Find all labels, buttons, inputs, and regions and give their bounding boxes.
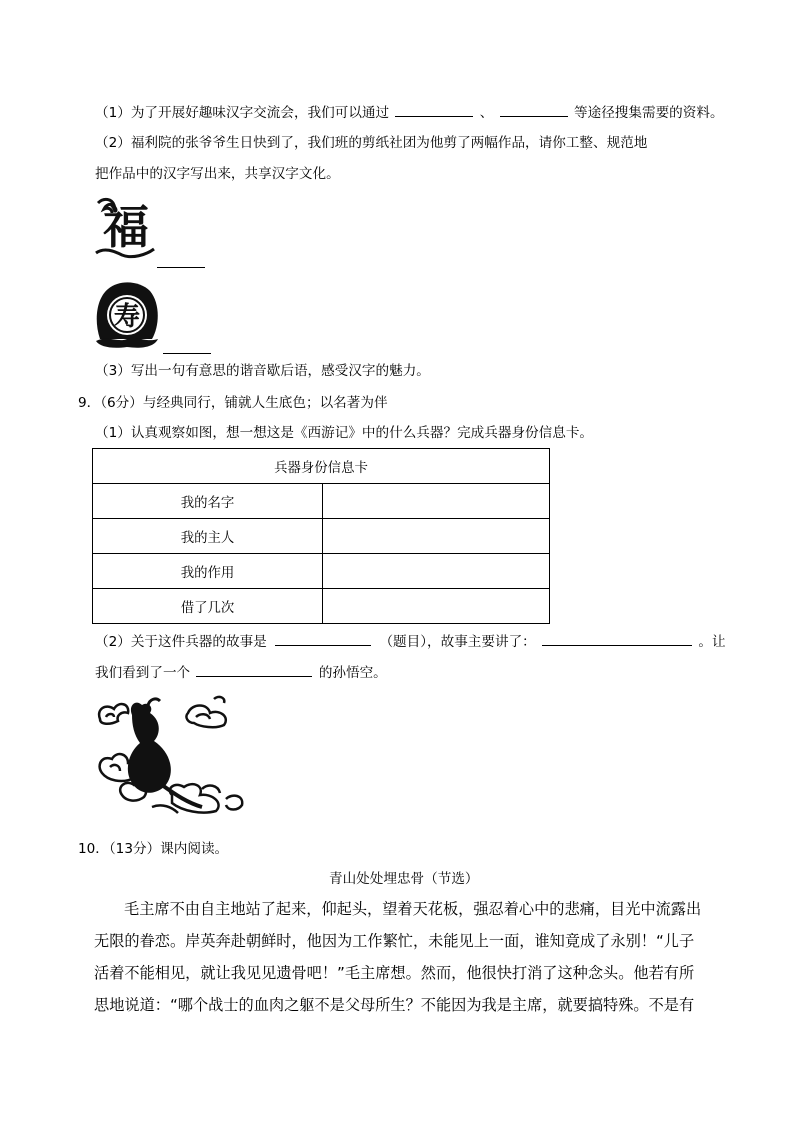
card-row-label: 借了几次	[93, 589, 323, 624]
papercut-fu-image	[92, 195, 158, 261]
card-row-label: 我的名字	[93, 484, 323, 519]
answer-blank-2[interactable]	[500, 103, 568, 117]
reading-paragraph-line: 思地说道：“哪个战士的血肉之躯不是父母所生？不能因为我是主席，就要搞特殊。不是有	[94, 996, 695, 1014]
weapon-info-card	[92, 448, 550, 624]
card-answer-cell[interactable]	[323, 484, 550, 519]
card-row-label: 我的主人	[93, 519, 323, 554]
q8-part2-line1: （2）福利院的张爷爷生日快到了，我们班的剪纸社团为他剪了两幅作品，请你工整、规范地	[95, 135, 648, 151]
answer-blank-fu[interactable]	[157, 254, 205, 268]
answer-blank-story-summary[interactable]	[542, 632, 692, 646]
q9-heading: 9．（6分）与经典同行，铺就人生底色；以名著为伴	[78, 395, 388, 411]
q9-sub2-line2: 我们看到了一个 的孙悟空。	[95, 665, 387, 681]
papercut-shou-char: 寿	[113, 302, 141, 332]
answer-blank-1[interactable]	[395, 103, 473, 117]
q8-part3: （3）写出一句有意思的谐音歇后语，感受汉字的魅力。	[95, 363, 430, 379]
card-title: 兵器身份信息卡	[93, 449, 550, 484]
papercut-fu-char: 福	[103, 200, 149, 254]
q8-part1: （1）为了开展好趣味汉字交流会，我们可以通过 、 等途径搜集需要的资料。	[95, 105, 724, 121]
reading-title: 青山处处埋忠骨（节选）	[329, 871, 479, 887]
q10-heading: 10．（13分）课内阅读。	[78, 841, 229, 857]
answer-blank-shou[interactable]	[163, 340, 211, 354]
card-row-label: 我的作用	[93, 554, 323, 589]
magic-gourd-image	[92, 695, 252, 817]
answer-blank-story-title[interactable]	[275, 632, 371, 646]
q9-sub1: （1）认真观察如图，想一想这是《西游记》中的什么兵器？完成兵器身份信息卡。	[95, 425, 594, 441]
q8-part2-line2: 把作品中的汉字写出来，共享汉字文化。	[95, 166, 340, 182]
reading-paragraph-line: 活着不能相见，就让我见见遗骨吧！”毛主席想。然而，他很快打消了这种念头。他若有所	[94, 964, 695, 982]
reading-paragraph-line: 毛主席不由自主地站了起来，仰起头，望着天花板，强忍着心中的悲痛，目光中流露出	[124, 900, 702, 918]
card-answer-cell[interactable]	[323, 589, 550, 624]
reading-paragraph-line: 无限的眷恋。岸英奔赴朝鲜时，他因为工作繁忙，未能见上一面，谁知竟成了永别！“儿子	[94, 932, 695, 950]
q9-sub2-line1: （2）关于这件兵器的故事是 （题目），故事主要讲了： 。让	[95, 634, 726, 650]
card-answer-cell[interactable]	[323, 519, 550, 554]
answer-blank-character[interactable]	[196, 663, 312, 677]
papercut-shou-image	[92, 277, 162, 351]
card-answer-cell[interactable]	[323, 554, 550, 589]
